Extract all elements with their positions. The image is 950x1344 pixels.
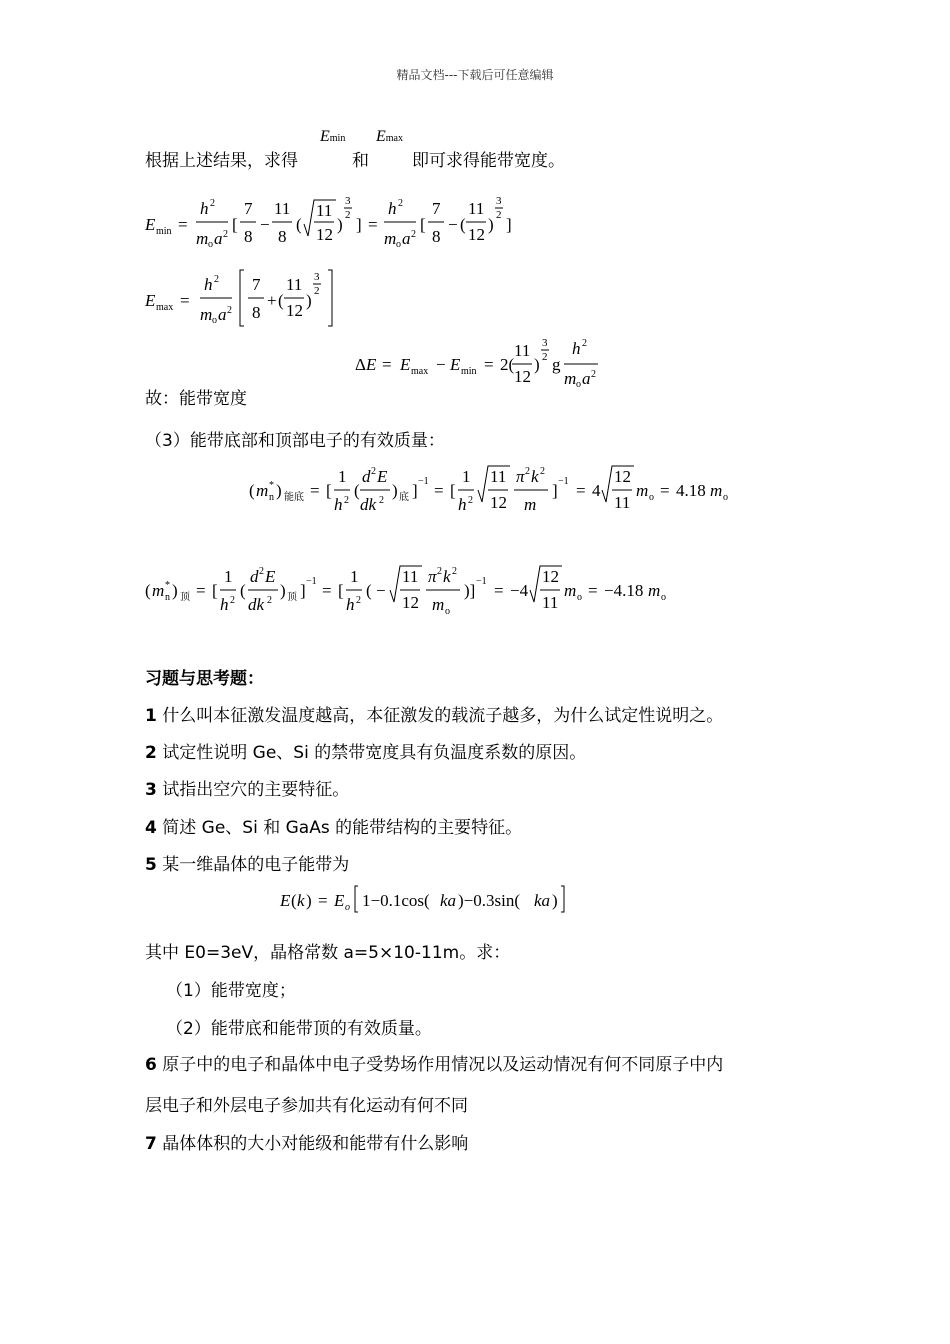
svg-text:−: − [376, 581, 386, 600]
svg-text:o: o [445, 606, 450, 617]
svg-text:12: 12 [542, 567, 559, 586]
svg-text:[: [ [232, 215, 238, 234]
svg-text:m: m [200, 305, 213, 324]
svg-text:max: max [156, 302, 174, 313]
svg-text:=: = [576, 481, 586, 500]
exercise-item-2: 2 试定性说明 Ge、Si 的禁带宽度具有负温度系数的原因。 [145, 743, 587, 763]
svg-text:m: m [648, 581, 661, 600]
svg-text:(: ( [240, 581, 246, 600]
svg-text:11: 11 [468, 199, 485, 218]
svg-text:o: o [212, 315, 217, 326]
svg-text:): ) [306, 891, 312, 910]
svg-text:−1: −1 [558, 476, 569, 487]
svg-text:[: [ [338, 581, 344, 600]
svg-text:): ) [276, 481, 282, 500]
svg-text:2: 2 [223, 229, 228, 240]
svg-text:11: 11 [542, 593, 559, 612]
svg-text:h: h [346, 595, 355, 614]
svg-text:=: = [318, 891, 328, 910]
svg-text:[: [ [212, 581, 218, 600]
svg-text:o: o [661, 592, 666, 603]
svg-text:=: = [588, 581, 598, 600]
exercise-item-6-line2: 层电子和外层电子参加共有化运动有何不同 [145, 1096, 468, 1116]
formula-energy-band [276, 882, 586, 918]
svg-text:o: o [208, 239, 213, 250]
svg-text:2: 2 [437, 566, 442, 577]
svg-text:=: = [368, 215, 378, 234]
svg-text:1−0.1cos(: 1−0.1cos( [362, 891, 430, 910]
formula-emax [140, 266, 350, 330]
formula-mass-top [140, 560, 710, 620]
svg-text:): ) [534, 355, 540, 374]
svg-text:o: o [396, 239, 401, 250]
svg-text:(: ( [460, 215, 466, 234]
svg-text:−4.18: −4.18 [604, 581, 644, 600]
svg-text:−1: −1 [418, 476, 429, 487]
svg-text:12: 12 [402, 593, 419, 612]
svg-text:11: 11 [316, 201, 333, 220]
svg-text:o: o [576, 379, 581, 390]
svg-text:2: 2 [379, 495, 384, 506]
svg-text:2: 2 [344, 495, 349, 506]
svg-text:]: ] [552, 481, 558, 500]
svg-text:3: 3 [542, 337, 548, 349]
svg-text:h: h [200, 199, 209, 218]
svg-text:1: 1 [338, 467, 347, 486]
svg-text:11: 11 [614, 493, 631, 512]
svg-text:(: ( [249, 481, 255, 500]
svg-text:m: m [432, 595, 445, 614]
svg-text:]: ] [356, 215, 362, 234]
formula-delta-e [350, 336, 610, 392]
svg-text:[: [ [450, 481, 456, 500]
svg-text:顶: 顶 [180, 592, 190, 603]
svg-text:*: * [269, 480, 274, 491]
svg-text:): ) [488, 215, 494, 234]
svg-text:m: m [564, 369, 577, 388]
svg-text:2: 2 [496, 209, 502, 221]
svg-text:11: 11 [490, 467, 507, 486]
svg-text:2: 2 [468, 495, 473, 506]
svg-text:8: 8 [244, 227, 253, 246]
svg-text:a: a [214, 229, 223, 248]
svg-text:(: ( [296, 215, 302, 234]
svg-text:1: 1 [350, 567, 359, 586]
intro-after: 即可求得能带宽度。 [412, 151, 565, 171]
svg-text:[: [ [420, 215, 426, 234]
svg-text:dk: dk [360, 495, 377, 514]
svg-text:8: 8 [252, 303, 261, 322]
svg-text:d: d [250, 567, 259, 586]
svg-text:12: 12 [286, 301, 303, 320]
svg-text:): ) [552, 891, 558, 910]
svg-text:(: ( [145, 581, 151, 600]
svg-text:k: k [443, 567, 451, 586]
exercise-item-6-line1: 6 原子中的电子和晶体中电子受势场作用情况以及运动情况有何不同原子中内 [145, 1055, 724, 1075]
svg-text:E: E [145, 215, 156, 234]
svg-text:h: h [388, 199, 397, 218]
svg-text:n: n [269, 492, 274, 503]
svg-text:h: h [204, 275, 213, 294]
svg-text:*: * [165, 580, 170, 591]
svg-text:底: 底 [399, 492, 409, 503]
svg-text:m: m [636, 481, 649, 500]
svg-text:m: m [710, 481, 723, 500]
svg-text:12: 12 [490, 493, 507, 512]
svg-text:=: = [180, 291, 190, 310]
svg-text:dk: dk [248, 595, 265, 614]
svg-text:]: ] [300, 581, 306, 600]
svg-text:E: E [450, 355, 461, 374]
svg-text:12: 12 [316, 225, 333, 244]
svg-text:−1: −1 [476, 576, 487, 587]
svg-text:2: 2 [452, 566, 457, 577]
svg-text:3: 3 [345, 195, 351, 207]
svg-text:h: h [220, 595, 229, 614]
intro-before: 根据上述结果，求得 [145, 151, 298, 171]
svg-text:): ) [172, 581, 178, 600]
exercise-item-5: 5 某一维晶体的电子能带为 [145, 855, 350, 875]
svg-text:E: E [366, 355, 377, 374]
svg-text:2: 2 [259, 566, 264, 577]
svg-text:12: 12 [514, 367, 531, 386]
svg-text:E: E [334, 891, 345, 910]
svg-text:(: ( [291, 891, 297, 910]
svg-text:−1: −1 [306, 576, 317, 587]
svg-text:=: = [382, 355, 392, 374]
svg-text:min: min [461, 366, 477, 377]
exercise-item-7: 7 晶体体积的大小对能级和能带有什么影响 [145, 1134, 469, 1154]
svg-text:m: m [524, 495, 537, 514]
svg-text:−4: −4 [510, 581, 529, 600]
svg-text:o: o [649, 492, 654, 503]
emin-symbol: Emin [320, 128, 346, 145]
svg-text:)]: )] [464, 581, 476, 600]
svg-text:=: = [196, 581, 206, 600]
exercise-item-1: 1 什么叫本征激发温度越高，本征激发的载流子越多，为什么试定性说明之。 [145, 706, 724, 726]
formula-mass-bottom [244, 460, 754, 520]
exercise-item-4: 4 简述 Ge、Si 和 GaAs 的能带结构的主要特征。 [145, 818, 523, 838]
svg-text:m: m [196, 229, 209, 248]
emax-symbol: Emax [376, 128, 403, 145]
subquestion-2: （2）能带底和能带顶的有效质量。 [166, 1019, 432, 1039]
svg-text:o: o [723, 492, 728, 503]
svg-text:−: − [436, 355, 446, 374]
svg-text:3: 3 [314, 271, 320, 283]
svg-text:2: 2 [210, 198, 215, 209]
subquestion-1: （1）能带宽度； [166, 981, 296, 1001]
svg-text:+: + [267, 291, 277, 310]
svg-text:o: o [345, 902, 350, 913]
svg-text:2(: 2( [500, 355, 515, 374]
svg-text:(: ( [278, 291, 284, 310]
svg-text:2: 2 [411, 229, 416, 240]
svg-text:d: d [362, 467, 371, 486]
svg-text:k: k [531, 467, 539, 486]
svg-text:11: 11 [514, 341, 531, 360]
svg-text:a: a [402, 229, 411, 248]
svg-text:=: = [322, 581, 332, 600]
svg-text:]: ] [506, 215, 512, 234]
svg-text:8: 8 [432, 227, 441, 246]
svg-text:4: 4 [592, 481, 601, 500]
svg-text:2: 2 [398, 198, 403, 209]
svg-text:−: − [260, 215, 270, 234]
svg-text:min: min [156, 226, 172, 237]
svg-text:max: max [411, 366, 429, 377]
svg-text:k: k [297, 891, 305, 910]
svg-text:)−0.3sin(: )−0.3sin( [458, 891, 520, 910]
svg-text:]: ] [412, 481, 418, 500]
part3-heading: （3）能带底部和顶部电子的有效质量： [145, 431, 445, 451]
svg-text:2: 2 [345, 209, 351, 221]
svg-text:2: 2 [314, 285, 320, 297]
svg-text:7: 7 [252, 275, 261, 294]
svg-text:2: 2 [582, 338, 587, 349]
svg-text:2: 2 [591, 369, 596, 380]
svg-text:(: ( [366, 581, 372, 600]
svg-text:a: a [218, 305, 227, 324]
exercises-title: 习题与思考题： [145, 669, 264, 689]
svg-text:11: 11 [402, 567, 419, 586]
svg-text:2: 2 [227, 305, 232, 316]
svg-text:12: 12 [614, 467, 631, 486]
svg-text:n: n [165, 592, 170, 603]
exercise-item-3: 3 试指出空穴的主要特征。 [145, 780, 350, 800]
intro-line [145, 146, 298, 171]
svg-text:m: m [564, 581, 577, 600]
conclusion-label: 故：能带宽度 [145, 389, 247, 409]
svg-text:o: o [577, 592, 582, 603]
svg-text:4.18: 4.18 [676, 481, 706, 500]
svg-text:E: E [265, 567, 276, 586]
svg-text:[: [ [326, 481, 332, 500]
page-header: 精品文档---下载后可任意编辑 [396, 68, 554, 82]
svg-text:): ) [337, 215, 343, 234]
svg-text:3: 3 [496, 195, 502, 207]
svg-text:ka: ka [534, 891, 551, 910]
svg-text:7: 7 [432, 199, 441, 218]
svg-text:2: 2 [540, 466, 545, 477]
svg-text:12: 12 [468, 225, 485, 244]
svg-text:=: = [434, 481, 444, 500]
svg-text:2: 2 [542, 351, 548, 363]
svg-text:=: = [178, 215, 188, 234]
svg-text:2: 2 [214, 274, 219, 285]
svg-text:): ) [280, 581, 286, 600]
svg-text:=: = [310, 481, 320, 500]
svg-text:Δ: Δ [355, 355, 366, 374]
svg-text:π: π [428, 567, 437, 586]
svg-text:m: m [384, 229, 397, 248]
svg-text:π: π [516, 467, 525, 486]
svg-text:E: E [400, 355, 411, 374]
svg-text:g: g [552, 355, 561, 374]
svg-text:E: E [377, 467, 388, 486]
svg-text:11: 11 [286, 275, 303, 294]
svg-text:顶: 顶 [287, 592, 297, 603]
svg-text:1: 1 [462, 467, 471, 486]
svg-text:h: h [572, 339, 581, 358]
svg-text:11: 11 [274, 199, 291, 218]
intro-and: 和 [352, 151, 369, 171]
svg-text:E: E [280, 891, 291, 910]
svg-text:7: 7 [244, 199, 253, 218]
svg-text:2: 2 [267, 595, 272, 606]
svg-text:E: E [145, 291, 156, 310]
svg-text:2: 2 [371, 466, 376, 477]
svg-text:1: 1 [224, 567, 233, 586]
svg-text:a: a [582, 369, 591, 388]
given-values: 其中 E0=3eV，晶格常数 a=5×10-11m。求： [145, 943, 511, 963]
svg-text:m: m [152, 581, 165, 600]
svg-text:h: h [334, 495, 343, 514]
svg-text:(: ( [354, 481, 360, 500]
svg-text:8: 8 [278, 227, 287, 246]
svg-text:−: − [448, 215, 458, 234]
svg-text:m: m [256, 481, 269, 500]
svg-text:2: 2 [230, 595, 235, 606]
svg-text:h: h [458, 495, 467, 514]
svg-text:=: = [484, 355, 494, 374]
svg-text:ka: ka [440, 891, 457, 910]
svg-text:2: 2 [525, 466, 530, 477]
svg-text:): ) [392, 481, 398, 500]
svg-text:=: = [660, 481, 670, 500]
svg-text:能底: 能底 [284, 492, 304, 503]
formula-emin [140, 190, 520, 254]
svg-text:=: = [494, 581, 504, 600]
svg-text:): ) [306, 291, 312, 310]
svg-text:2: 2 [356, 595, 361, 606]
